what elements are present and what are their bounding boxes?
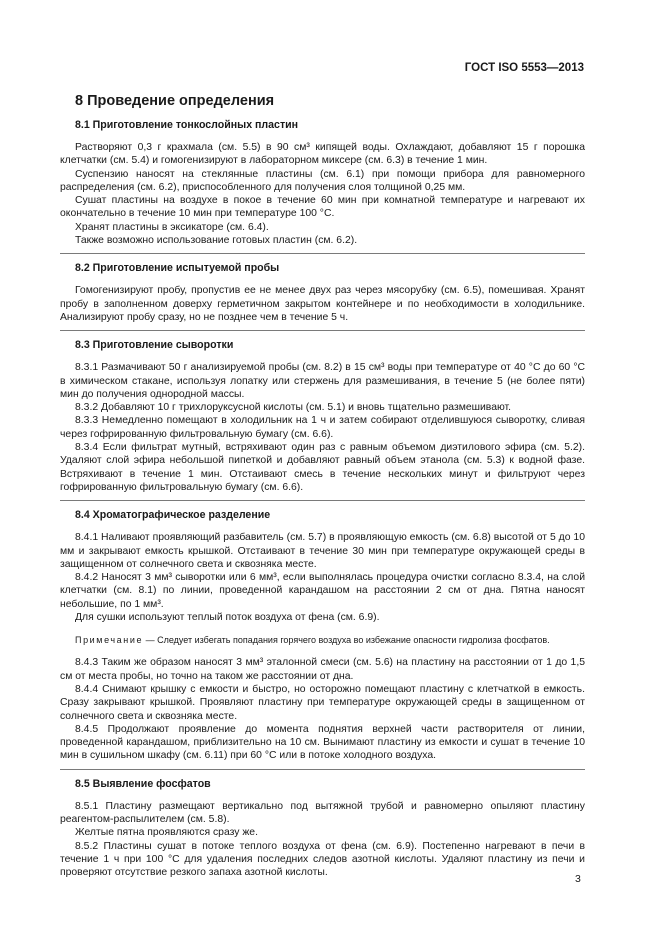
paragraph: 8.4.2 Наносят 3 мм³ сыворотки или 6 мм³, если выполнялась процедура очистки согласно 8.3.4, на слой клетчатки (см. 8.1) по линии, проведенной карандашом на расстоянии 2 см от дна. Пятна наносят небольшие, по 1 мм³. [60, 572, 585, 610]
section-title: 8 Проведение определения [75, 93, 275, 109]
paragraph: 8.4.5 Продолжают проявление до момента поднятия верхней части растворителя от линии, проведенной карандашом, приблизительно на 10 см. Вынимают пластину из емкости и сушат в течение 10 мин в сушильном шкафу (см. 6.11) при 60 °С или в потоке холодного воздуха. [60, 723, 585, 762]
paragraph: 8.4.3 Таким же образом наносят 3 мм³ эталонной смеси (см. 5.6) на пластину на расстоянии от 1 до 1,5 см от места пробы, но точно на таком же расстоянии от дна. [60, 657, 585, 682]
paragraph: Растворяют 0,3 г крахмала (см. 5.5) в 90 см³ кипящей воды. Охлаждают, добавляют 15 г порошка клетчатки (см. 5.4) и гомогенизируют в лабораторном миксере (см. 6.3) в течение 1 мин. [60, 142, 585, 167]
paragraph: Хранят пластины в эксикаторе (см. 6.4). [75, 221, 269, 233]
paragraph: Суспензию наносят на стеклянные пластины (см. 6.1) при помощи прибора для равномерного распределения (см. 6.2), приспособленного для получения слоя толщиной 0,25 мм. [60, 168, 585, 193]
divider [60, 769, 585, 770]
subsection-heading-8-5: 8.5 Выявление фосфатов [75, 777, 211, 790]
paragraph: 8.3.3 Немедленно помещают в холодильник на 1 ч и затем собирают отделившуюся сыворотку, сливая через гофрированную фильтровальную бумагу (см. 6.6). [60, 415, 585, 440]
paragraph: Также возможно использование готовых пластин (см. 6.2). [75, 235, 358, 247]
subsection-heading-8-2: 8.2 Приготовление испытуемой пробы [75, 262, 280, 275]
divider [60, 330, 585, 331]
paragraph: 8.3.2 Добавляют 10 г трихлоруксусной кислоты (см. 5.1) и вновь тщательно размешивают. [75, 402, 512, 414]
paragraph: 8.3.4 Если фильтрат мутный, встряхивают один раз с равным объемом диэтилового эфира (см. 5.2). Удаляют слой эфира небольшой пипеткой и добавляют равный объем этанола (см. 5.3) к водной фазе. Встряхивают в течение 1 мин. Отстаивают смесь в течение нескольких минут и фильтруют через гофрированную фильтровальную бумагу (см. 6.6). [60, 442, 585, 493]
note [60, 634, 585, 646]
paragraph: Гомогенизируют пробу, пропустив ее не менее двух раз через мясорубку (см. 6.5), помешивая. Хранят пробу в заполненном доверху герметичном закрытом контейнере и по необходимости в холодильнике. Анализируют пробу сразу, но не позднее чем в течение 5 ч. [60, 285, 585, 323]
paragraph: 8.4.4 Снимают крышку с емкости и быстро, но осторожно помещают пластину с клетчаткой в емкость. Сразу закрывают крышкой. Проявляют пластину при температуре окружающей среды в защищенном от солнечного света и сквозняка месте. [60, 683, 585, 722]
divider [60, 253, 585, 254]
paragraph: 8.4.1 Наливают проявляющий разбавитель (см. 5.7) в проявляющую емкость (см. 6.8) высотой от 5 до 10 мм и закрывают емкость крышкой. Отстаивают в течение 30 мин при температуре окружающей среды в защищенном от солнечного света и сквозняка месте. [60, 532, 585, 570]
page-number: 3 [575, 873, 581, 885]
paragraph: Сушат пластины на воздухе в покое в течение 60 мин при комнатной температуре и нагревают их окончательно в течение 10 мин при температуре 100 °С. [60, 195, 585, 220]
paragraph: Для сушки используют теплый поток воздуха от фена (см. 6.9). [75, 612, 380, 624]
paragraph: Желтые пятна проявляются сразу же. [75, 827, 258, 839]
standard-designation: ГОСТ ISO 5553—2013 [464, 62, 584, 74]
document-body [60, 93, 585, 879]
paragraph: 8.3.1 Размачивают 50 г анализируемой пробы (см. 8.2) в 15 см³ воды при температуре от 40 °С до 60 °С в химическом стакане, используя лопатку или стержень для размешивания, в течение 5 (не более пяти) мин до получения однородной массы. [60, 362, 585, 400]
paragraph: 8.5.2 Пластины сушат в потоке теплого воздуха от фена (см. 6.9). Постепенно нагревают в печи в течение 1 ч при 100 °С для удаления последних следов азотной кислоты. Удаляют пластину из печи и проверяют отсутствие резкого запаха азотной кислоты. [60, 840, 585, 879]
divider [60, 500, 585, 501]
note-label: Примечание [75, 635, 144, 646]
subsection-heading-8-1: 8.1 Приготовление тонкослойных пластин [75, 119, 299, 131]
subsection-heading-8-4: 8.4 Хроматографическое разделение [75, 509, 271, 522]
subsection-heading-8-3: 8.3 Приготовление сыворотки [75, 339, 234, 352]
note-text: — Следует избегать попадания горячего воздуха во избежание опасности гидролиза фосфатов. [143, 635, 550, 646]
paragraph: 8.5.1 Пластину размещают вертикально под вытяжной трубой и равномерно опыляют пластину реагентом-распылителем (см. 5.8). [60, 800, 585, 825]
